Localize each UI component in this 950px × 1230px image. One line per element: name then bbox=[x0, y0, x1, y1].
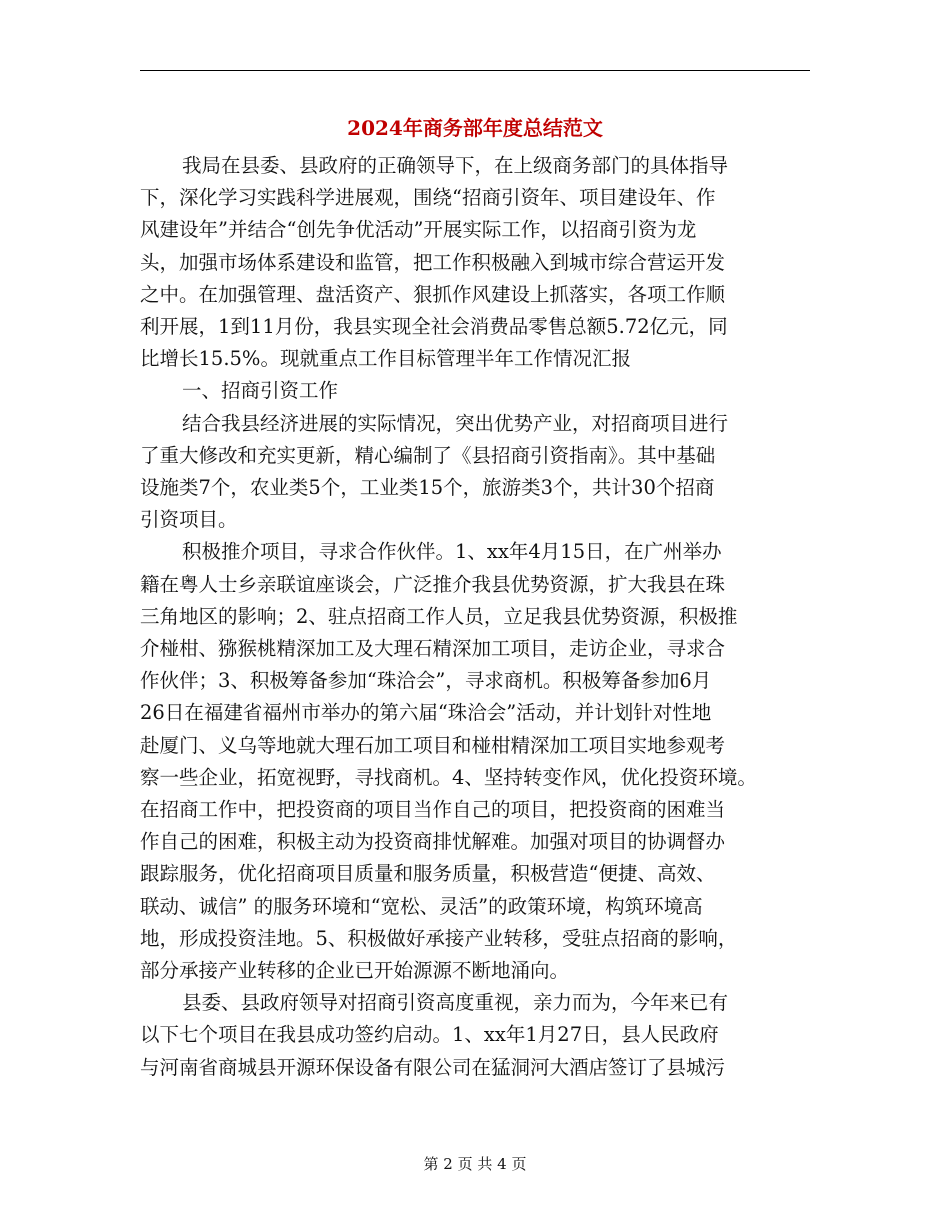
text-line: 与河南省商城县开源环保设备有限公司在猛洞河大酒店签订了县城污 bbox=[140, 1055, 726, 1079]
document-body bbox=[140, 150, 825, 1084]
text-line: 联动、诚信” 的服务环境和“宽松、灵活”的政策环境，构筑环境高 bbox=[140, 894, 703, 918]
text-line: 设施类7个，农业类5个，工业类15个，旅游类3个，共计30个招商 bbox=[140, 476, 715, 500]
section-heading: 一、招商引资工作 bbox=[182, 379, 339, 403]
text-line: 26日在福建省福州市举办的第六届“珠洽会”活动，并计划针对性地 bbox=[140, 701, 712, 725]
text-line: 积极推介项目，寻求合作伙伴。1、xx年4月15日，在广州举办 bbox=[182, 540, 722, 564]
text-line: 地，形成投资洼地。5、积极做好承接产业转移，受驻点招商的影响， bbox=[140, 926, 738, 950]
header-rule bbox=[140, 70, 810, 71]
text-line: 赴厦门、义乌等地就大理石加工项目和椪柑精深加工项目实地参观考 bbox=[140, 733, 726, 757]
document-title: 2024年商务部年度总结范文 bbox=[347, 116, 603, 140]
text-line: 县委、县政府领导对招商引资高度重视，亲力而为，今年来已有 bbox=[182, 991, 729, 1015]
text-line: 比增长15.5%。现就重点工作目标管理半年工作情况汇报 bbox=[140, 347, 631, 371]
text-line: 察一些企业，拓宽视野，寻找商机。4、坚持转变作风，优化投资环境。 bbox=[140, 765, 757, 789]
text-line: 跟踪服务，优化招商项目质量和服务质量，积极营造“便捷、高效、 bbox=[140, 862, 716, 886]
page-footer: 第 2 页 共 4 页 bbox=[423, 1155, 527, 1173]
text-line: 之中。在加强管理、盘活资产、狠抓作风建设上抓落实，各项工作顺 bbox=[140, 282, 726, 306]
text-line: 介椪柑、猕猴桃精深加工及大理石精深加工项目，走访企业，寻求合 bbox=[140, 637, 726, 661]
text-line: 籍在粤人士乡亲联谊座谈会，广泛推介我县优势资源，扩大我县在珠 bbox=[140, 572, 726, 596]
text-line: 作自己的困难，积极主动为投资商排忧解难。加强对项目的协调督办 bbox=[140, 830, 726, 854]
text-line: 作伙伴；3、积极筹备参加“珠洽会”，寻求商机。积极筹备参加6月 bbox=[140, 669, 712, 693]
text-line: 了重大修改和充实更新，精心编制了《县招商引资指南》。其中基础 bbox=[140, 443, 716, 467]
text-line: 我局在县委、县政府的正确领导下，在上级商务部门的具体指导 bbox=[182, 154, 729, 177]
text-line: 下，深化学习实践科学进展观，围绕“招商引资年、项目建设年、作 bbox=[140, 186, 716, 210]
text-line: 头，加强市场体系建设和监管，把工作积极融入到城市综合营运开发 bbox=[140, 250, 726, 274]
text-line: 利开展，1到11月份，我县实现全社会消费品零售总额5.72亿元，同 bbox=[140, 315, 728, 339]
text-line: 三角地区的影响；2、驻点招商工作人员，立足我县优势资源，积极推 bbox=[140, 604, 738, 628]
text-line: 以下七个项目在我县成功签约启动。1、xx年1月27日，县人民政府 bbox=[140, 1023, 719, 1047]
text-line: 引资项目。 bbox=[140, 508, 238, 532]
text-line: 结合我县经济进展的实际情况，突出优势产业，对招商项目进行 bbox=[182, 411, 729, 435]
text-line: 风建设年”并结合“创先争优活动”开展实际工作，以招商引资为龙 bbox=[140, 218, 697, 242]
text-line: 部分承接产业转移的企业已开始源源不断地涌向。 bbox=[140, 959, 570, 983]
text-line: 在招商工作中，把投资商的项目当作自己的项目，把投资商的困难当 bbox=[140, 798, 726, 822]
